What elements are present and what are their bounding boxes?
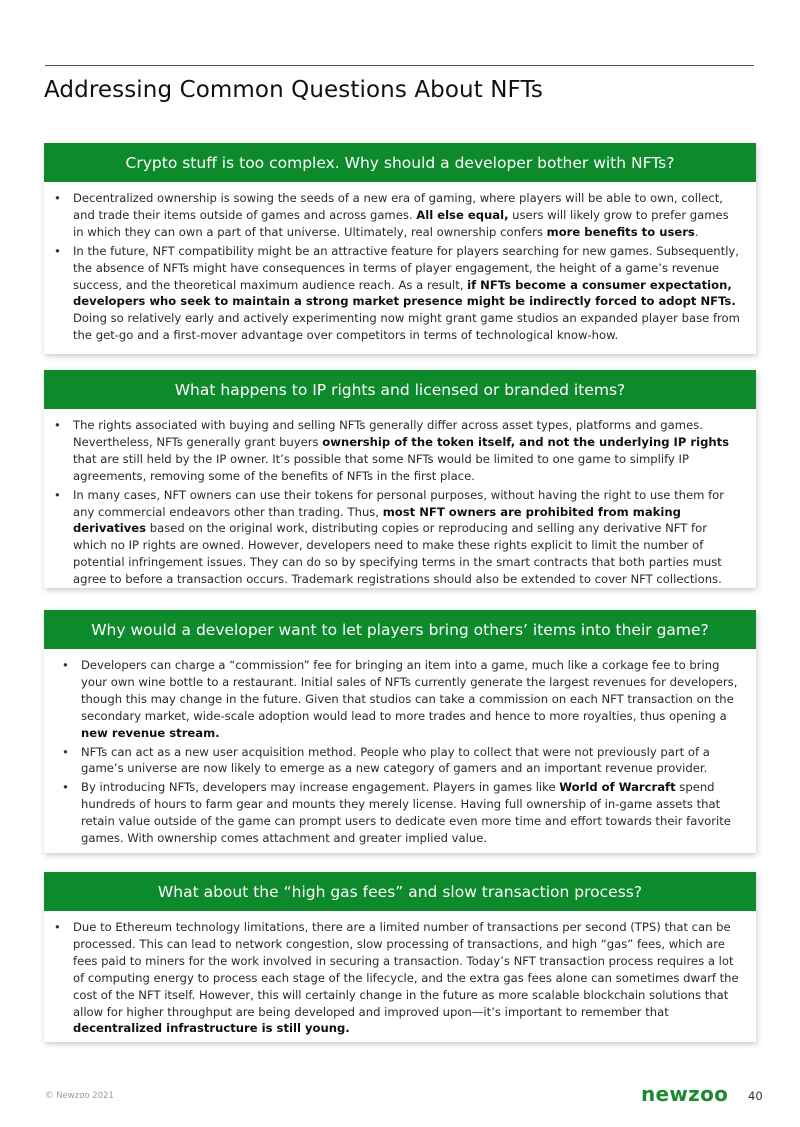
faq-section-cross-game-items	[44, 610, 756, 853]
bullet-text: NFTs can act as a new user acquisition method. People who play to collect that were not previously part of a game’s universe are now likely to emerge as a new category of gamers and an important revenue provider.	[81, 744, 710, 776]
bullet-text: Doing so relatively early and actively experimenting now might grant game studios an expanded player base from the get-go and a first-mover advantage over competitors in terms of technological know-how.	[73, 311, 740, 343]
bullet-text: In many cases, NFT owners can use their tokens for personal purposes, without having the right to use them for any commercial endeavors other than trading. Thus,	[73, 487, 725, 519]
section-heading: What about the “high gas fees” and slow transaction process?	[44, 872, 756, 911]
faq-section-ip-rights	[44, 370, 756, 588]
bullet-text: spend hundreds of hours to farm gear and mounts they merely license. Having full ownership of in-game assets that retain value outside of the game can prompt users to dedicate even more time and effort towards their favorite games. With ownership comes attachment and greater implied value.	[81, 780, 731, 846]
faq-section-complexity	[44, 143, 756, 354]
bullet-highlight: if NFTs become a consumer expectation, developers who seek to maintain a strong market presence might be indirectly forced to adopt NFTs.	[73, 277, 736, 309]
footer-copyright: © Newzoo 2021	[45, 1091, 114, 1101]
top-divider	[45, 65, 754, 66]
bullet-text: By introducing NFTs, developers may increase engagement. Players in games like	[81, 780, 560, 795]
page-title: Addressing Common Questions About NFTs	[44, 77, 543, 103]
bullet-text: that are still held by the IP owner. It’s possible that some NFTs would be limited to one game to simplify IP agreements, removing some of the benefits of NFTs in the first place.	[73, 451, 689, 483]
bullet-highlight: ownership of the token itself, and not the underlying IP rights	[322, 434, 730, 449]
faq-section-gas-fees	[44, 872, 756, 1042]
bullet-text: .	[694, 224, 699, 239]
section-body	[44, 911, 756, 1045]
list-item	[54, 417, 742, 485]
section-body	[44, 409, 756, 596]
bullet-highlight: All else equal,	[416, 207, 509, 222]
section-heading: Why would a developer want to let players bring others’ items into their game?	[44, 610, 756, 649]
list-item	[54, 243, 742, 344]
list-item	[62, 657, 742, 742]
bullet-highlight: decentralized infrastructure is still young.	[73, 1021, 350, 1036]
list-item	[62, 744, 742, 778]
bullet-text: Developers can charge a “commission” fee for bringing an item into a game, much like a corkage fee to bring your own wine bottle to a restaurant. Initial sales of NFTs currently generate the largest revenues for developers, though this may change in the future. Given that studios can take a commission on each NFT transaction on the secondary market, wide-scale adoption would lead to more trades and hence to more royalties, thus opening a	[81, 658, 738, 723]
bullet-text: users will likely grow to prefer games in which they can own a part of that universe. Ultimately, real ownership confers	[73, 207, 729, 239]
section-body	[44, 182, 756, 352]
newzoo-logo: newzoo	[641, 1082, 729, 1106]
section-body	[44, 649, 756, 855]
section-heading: What happens to IP rights and licensed or branded items?	[44, 370, 756, 409]
bullet-text: Due to Ethereum technology limitations, there are a limited number of transactions per second (TPS) that can be processed. This can lead to network congestion, slow processing of transactions, and high “gas” fees, which are fees paid to miners for the work involved in securing a transaction. Today’s NFT transaction process requires a lot of computing energy to process each stage of the lifecycle, and the extra gas fees alone can sometimes dwarf the cost of the NFT itself. However, this will certainly change in the future as more scalable blockchain solutions that allow for higher throughput are being developed and improved upon—it’s important to remember that	[73, 920, 739, 1019]
list-item	[54, 487, 742, 588]
bullet-highlight: World of Warcraft	[559, 780, 676, 795]
list-item	[54, 919, 742, 1037]
list-item	[62, 779, 742, 847]
bullet-text: based on the original work, distributing copies or reproducing and selling any derivative NFT for which no IP rights are owned. However, developers need to make these rights explicit to limit the number of potential infringement issues. They can do so by specifying terms in the smart contracts that both parties must agree to before a transaction occurs. Trademark registrations should also be extended to cover NFT collections.	[73, 521, 722, 587]
section-heading: Crypto stuff is too complex. Why should a developer bother with NFTs?	[44, 143, 756, 182]
bullet-text: The rights associated with buying and selling NFTs generally differ across asset types, platforms and games. Nevertheless, NFTs generally grant buyers	[73, 418, 703, 449]
bullet-text: Decentralized ownership is sowing the seeds of a new era of gaming, where players will be able to own, collect, and trade their items outside of games and across games.	[73, 191, 723, 222]
bullet-highlight: new revenue stream.	[81, 725, 220, 740]
bullet-highlight: most NFT owners are prohibited from making derivatives	[73, 504, 681, 536]
bullet-text: In the future, NFT compatibility might be an attractive feature for players searching for new games. Subsequently, the absence of NFTs might have consequences in terms of player engagement, the height of a game’s revenue success, and the theoretical maximum audience reach. As a result,	[73, 243, 739, 292]
page-number: 40	[748, 1089, 763, 1103]
list-item	[54, 190, 742, 241]
bullet-highlight: more benefits to users	[546, 224, 695, 239]
